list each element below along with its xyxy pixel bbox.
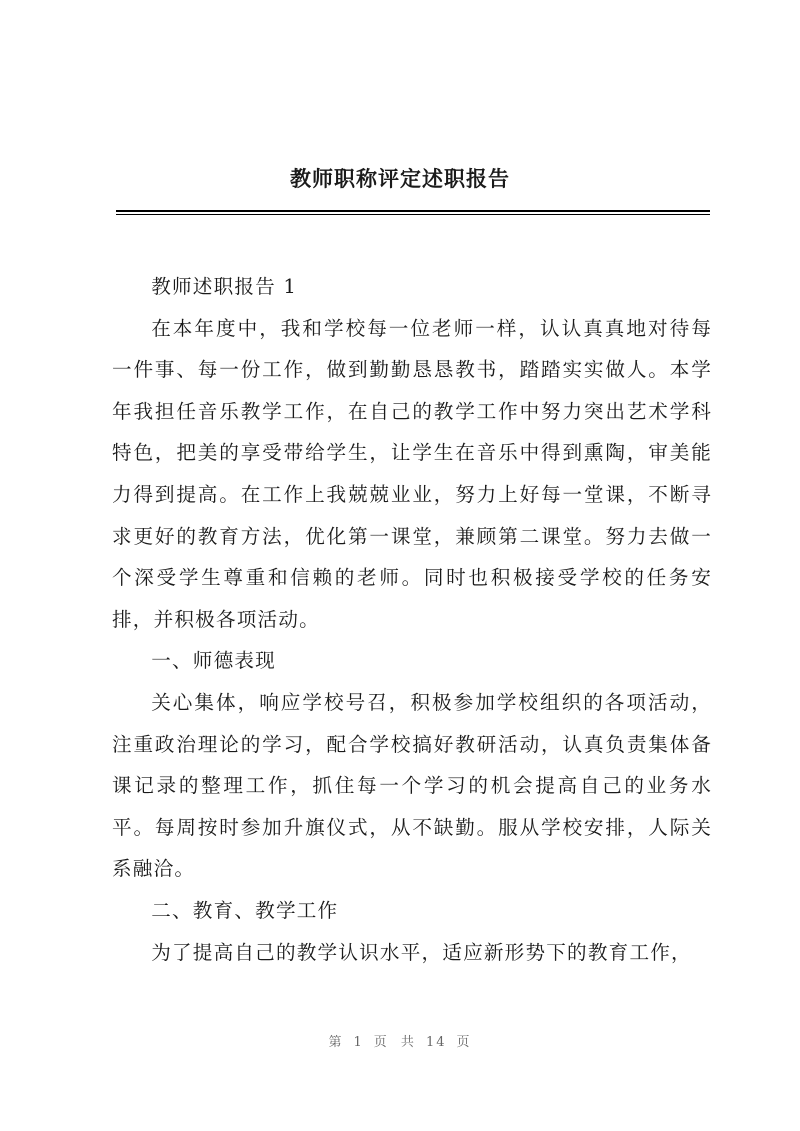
section-heading-report-1: 教师述职报告 1 [151, 275, 298, 298]
section-heading-teaching: 二、教育、教学工作 [151, 898, 339, 922]
page-footer [0, 1031, 800, 1050]
title-rule-thick [116, 210, 710, 212]
paragraph-teaching: 为了提高自己的教学认识水平，适应新形势下的教育工作， [151, 940, 692, 964]
document-body [112, 266, 712, 973]
paragraph-ethics: 关心集体，响应学校号召，积极参加学校组织的各项活动，注重政治理论的学习，配合学校搞好教研活动，认真负责集体备课记录的整理工作，抓住每一个学习的机会提高自己的业务水平。每周按时参加升旗仪式，从不缺勤。服从学校安排，人际关系融洽。 [112, 690, 712, 881]
footer-prefix: 第 [328, 1035, 344, 1050]
document-title: 教师职称评定述职报告 [290, 166, 510, 191]
title-rule-thin [116, 214, 710, 215]
paragraph-intro: 在本年度中，我和学校每一位老师一样，认认真真地对待每一件事、每一份工作，做到勤勤恳恳教书，踏踏实实做人。本学年我担任音乐教学工作，在自己的教学工作中努力突出艺术学科特色，把美的享受带给学生，让学生在音乐中得到熏陶，审美能力得到提高。在工作上我兢兢业业，努力上好每一堂课，不断寻求更好的教育方法，优化第一课堂，兼顾第二课堂。努力去做一个深受学生尊重和信赖的老师。同时也积极接受学校的任务安排，并积极各项活动。 [112, 316, 712, 631]
footer-total-pages: 14 [425, 1035, 447, 1050]
footer-suffix: 页 [456, 1035, 472, 1050]
footer-current-page: 1 [353, 1035, 364, 1050]
footer-middle: 页 共 [373, 1035, 416, 1050]
section-heading-ethics: 一、师德表现 [151, 649, 276, 673]
